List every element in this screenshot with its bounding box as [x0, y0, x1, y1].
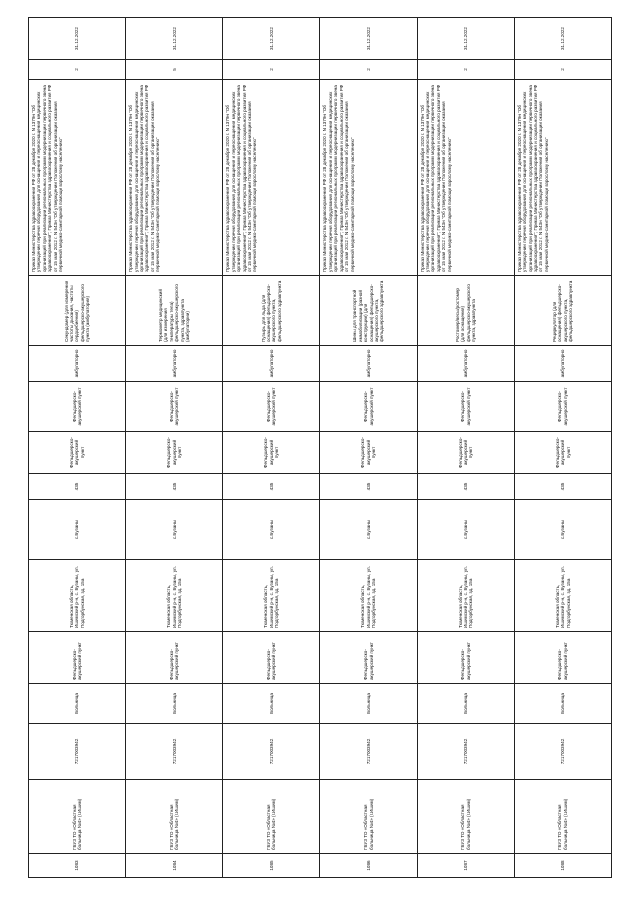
- cell-kind-1: Фельдшерско-акушерский пункт: [417, 432, 514, 474]
- cell-kind-2: Фельдшерско-акушерский пункт: [126, 382, 223, 432]
- cell-org-type: Больница: [514, 684, 611, 724]
- cell-date: 31.12.2022: [514, 18, 611, 60]
- cell-org-type: Больница: [417, 684, 514, 724]
- cell-date: 31.12.2022: [126, 18, 223, 60]
- cell-date: 31.12.2022: [417, 18, 514, 60]
- cell-inn: 7217003942: [126, 724, 223, 780]
- cell-settlement: с.Бузаны: [320, 500, 417, 560]
- cell-address: Тюменская область, Ишимский р-н, с. Бузаны, ул. Подгорбунская, зд. 15а: [320, 560, 417, 632]
- cell-code: 435: [29, 474, 126, 500]
- cell-legal-basis: Приказ Министерства здравоохранения РФ от 28 декабря 2020 г. N 1379н "Об утверждении перечня оборудования для оснащения и переоснащения медицинских организаций при реализации региональных программ модернизации первичного звена здравоохранения"; Приказ Министерства здравоохранения и социального развития РФ от 15 мая 2012 г. N 543н "Об утверждении Положения об организации оказания первичной медико-санитарной помощи взрослому населению": [126, 80, 223, 276]
- cell-org-type: Больница: [223, 684, 320, 724]
- cell-care-form: амбулаторно: [320, 346, 417, 382]
- table-row: [417, 18, 514, 878]
- cell-care-form: амбулаторно: [223, 346, 320, 382]
- cell-code: 435: [417, 474, 514, 500]
- cell-quantity: 2: [223, 60, 320, 80]
- cell-inn: 7217003942: [223, 724, 320, 780]
- cell-date: 31.12.2022: [223, 18, 320, 60]
- cell-care-form: амбулаторно: [126, 346, 223, 382]
- cell-organization: ГБУЗ ТО «Областная больница №4» (г.Ишим): [514, 780, 611, 854]
- cell-unit: Фельдшерско-акушерский пункт: [417, 632, 514, 684]
- rotated-table-wrapper: [28, 18, 612, 878]
- table-row: [223, 18, 320, 878]
- cell-legal-basis: Приказ Министерства здравоохранения РФ от 28 декабря 2020 г. N 1379н "Об утверждении перечня оборудования для оснащения и переоснащения медицинских организаций при реализации региональных программ модернизации первичного звена здравоохранения"; Приказ Министерства здравоохранения и социального развития РФ от 15 мая 2012 г. N 543н "Об утверждении Положения об организации оказания первичной медико-санитарной помощи взрослому населению": [29, 80, 126, 276]
- cell-org-type: Больница: [320, 684, 417, 724]
- cell-kind-2: Фельдшерско-акушерский пункт: [29, 382, 126, 432]
- cell-inn: 7217003942: [417, 724, 514, 780]
- cell-unit: Фельдшерско-акушерский пункт: [223, 632, 320, 684]
- cell-code: 435: [320, 474, 417, 500]
- cell-organization: ГБУЗ ТО «Областная больница №4» (г.Ишим): [417, 780, 514, 854]
- cell-address: Тюменская область, Ишимский р-н, с. Бузаны, ул. Подгорбунская, зд. 15а: [417, 560, 514, 632]
- cell-settlement: с.Бузаны: [514, 500, 611, 560]
- cell-legal-basis: Приказ Министерства здравоохранения РФ от 28 декабря 2020 г. N 1379н "Об утверждении перечня оборудования для оснащения и переоснащения медицинских организаций при реализации региональных программ модернизации первичного звена здравоохранения"; Приказ Министерства здравоохранения и социального развития РФ от 15 мая 2012 г. N 543н "Об утверждении Положения об организации оказания первичной медико-санитарной помощи взрослому населению": [320, 80, 417, 276]
- cell-organization: ГБУЗ ТО «Областная больница №4» (г.Ишим): [126, 780, 223, 854]
- cell-organization: ГБУЗ ТО «Областная больница №4» (г.Ишим): [320, 780, 417, 854]
- cell-date: 31.12.2022: [320, 18, 417, 60]
- cell-code: 435: [126, 474, 223, 500]
- cell-unit: Фельдшерско-акушерский пункт: [29, 632, 126, 684]
- cell-equipment: Пузырь для льда (для оснащения) фельдшерско-акушерского пункта, фельдшерского здравпункта: [223, 276, 320, 346]
- cell-care-form: амбулаторно: [514, 346, 611, 382]
- cell-organization: ГБУЗ ТО «Областная больница №4» (г.Ишим): [223, 780, 320, 854]
- cell-legal-basis: Приказ Министерства здравоохранения РФ от 28 декабря 2020 г. N 1379н "Об утверждении перечня оборудования для оснащения и переоснащения медицинских организаций при реализации региональных программ модернизации первичного звена здравоохранения"; Приказ Министерства здравоохранения и социального развития РФ от 15 мая 2012 г. N 543н "Об утверждении Положения об организации оказания первичной медико-санитарной помощи взрослому населению": [417, 80, 514, 276]
- cell-number: 1085: [223, 854, 320, 878]
- cell-number: 1087: [417, 854, 514, 878]
- cell-organization: ГБУЗ ТО «Областная больница №4» (г.Ишим): [29, 780, 126, 854]
- cell-number: 1086: [320, 854, 417, 878]
- cell-inn: 7217003942: [514, 724, 611, 780]
- cell-date: 31.12.2022: [29, 18, 126, 60]
- cell-kind-1: Фельдшерско-акушерский пункт: [320, 432, 417, 474]
- cell-address: Тюменская область, Ишимский р-н, с. Бузаны, ул. Подгорбунская, зд. 15а: [223, 560, 320, 632]
- cell-legal-basis: Приказ Министерства здравоохранения РФ от 28 декабря 2020 г. N 1379н "Об утверждении перечня оборудования для оснащения и переоснащения медицинских организаций при реализации региональных программ модернизации первичного звена здравоохранения"; Приказ Министерства здравоохранения и социального развития РФ от 15 мая 2012 г. N 543н "Об утверждении Положения об организации оказания первичной медико-санитарной помощи взрослому населению": [514, 80, 611, 276]
- cell-equipment: Шины для транспортной иммобилизации (разной конструкции) (для оснащения) фельдшерско-акушерского пункта, фельдшерского здравпункта: [320, 276, 417, 346]
- cell-kind-1: Фельдшерско-акушерский пункт: [223, 432, 320, 474]
- cell-kind-2: Фельдшерско-акушерский пункт: [417, 382, 514, 432]
- cell-equipment: Рециркулятор (для оснащения) фельдшерско-акушерского пункта, фельдшерского здравпункта: [514, 276, 611, 346]
- table-row: [514, 18, 611, 878]
- cell-number: 1083: [29, 854, 126, 878]
- cell-org-type: Больница: [126, 684, 223, 724]
- cell-care-form: амбулаторно: [29, 346, 126, 382]
- cell-address: Тюменская область, Ишимский р-н, с. Бузаны, ул. Подгорбунская, зд. 15а: [29, 560, 126, 632]
- cell-care-form: амбулаторно: [417, 346, 514, 382]
- cell-equipment: Термометр медицинский (для измерения температуры тела) фельдшерско-акушерского пункта, здравпункта (амбулатории): [126, 276, 223, 346]
- cell-quantity: 2: [29, 60, 126, 80]
- cell-number: 1084: [126, 854, 223, 878]
- cell-quantity: 2: [320, 60, 417, 80]
- table-row: [29, 18, 126, 878]
- cell-quantity: 2: [417, 60, 514, 80]
- cell-code: 435: [514, 474, 611, 500]
- cell-kind-2: Фельдшерско-акушерский пункт: [223, 382, 320, 432]
- cell-kind-1: Фельдшерско-акушерский пункт: [514, 432, 611, 474]
- cell-unit: Фельдшерско-акушерский пункт: [320, 632, 417, 684]
- cell-org-type: Больница: [29, 684, 126, 724]
- cell-settlement: с.Бузаны: [126, 500, 223, 560]
- cell-settlement: с.Бузаны: [417, 500, 514, 560]
- table-row: [320, 18, 417, 878]
- cell-unit: Фельдшерско-акушерский пункт: [514, 632, 611, 684]
- cell-kind-2: Фельдшерско-акушерский пункт: [514, 382, 611, 432]
- cell-code: 435: [223, 474, 320, 500]
- cell-settlement: с.Бузаны: [29, 500, 126, 560]
- cell-kind-2: Фельдшерско-акушерский пункт: [320, 382, 417, 432]
- cell-kind-1: Фельдшерско-акушерский пункт: [126, 432, 223, 474]
- cell-equipment: Ростомер/весы/ростомер (для оснащения) фельдшерско-акушерского пункта, здравпункта: [417, 276, 514, 346]
- cell-quantity: 5: [126, 60, 223, 80]
- cell-inn: 7217003942: [320, 724, 417, 780]
- cell-legal-basis: Приказ Министерства здравоохранения РФ от 28 декабря 2020 г. N 1379н "Об утверждении перечня оборудования для оснащения и переоснащения медицинских организаций при реализации региональных программ модернизации первичного звена здравоохранения"; Приказ Министерства здравоохранения и социального развития РФ от 15 мая 2012 г. N 543н "Об утверждении Положения об организации оказания первичной медико-санитарной помощи взрослому населению": [223, 80, 320, 276]
- cell-unit: Фельдшерско-акушерский пункт: [126, 632, 223, 684]
- cell-inn: 7217003942: [29, 724, 126, 780]
- cell-address: Тюменская область, Ишимский р-н, с. Бузаны, ул. Подгорбунская, зд. 15а: [126, 560, 223, 632]
- equipment-table: [28, 17, 612, 878]
- cell-settlement: с.Бузаны: [223, 500, 320, 560]
- cell-equipment: Секундомер (для измерения частоты дыхания, частоты сердцебиения) фельдшерско-акушерского пункта (амбулатория): [29, 276, 126, 346]
- cell-address: Тюменская область, Ишимский р-н, с. Бузаны, ул. Подгорбунская, зд. 15а: [514, 560, 611, 632]
- cell-quantity: 2: [514, 60, 611, 80]
- cell-kind-1: Фельдшерско-акушерский пункт: [29, 432, 126, 474]
- cell-number: 1088: [514, 854, 611, 878]
- table-row: [126, 18, 223, 878]
